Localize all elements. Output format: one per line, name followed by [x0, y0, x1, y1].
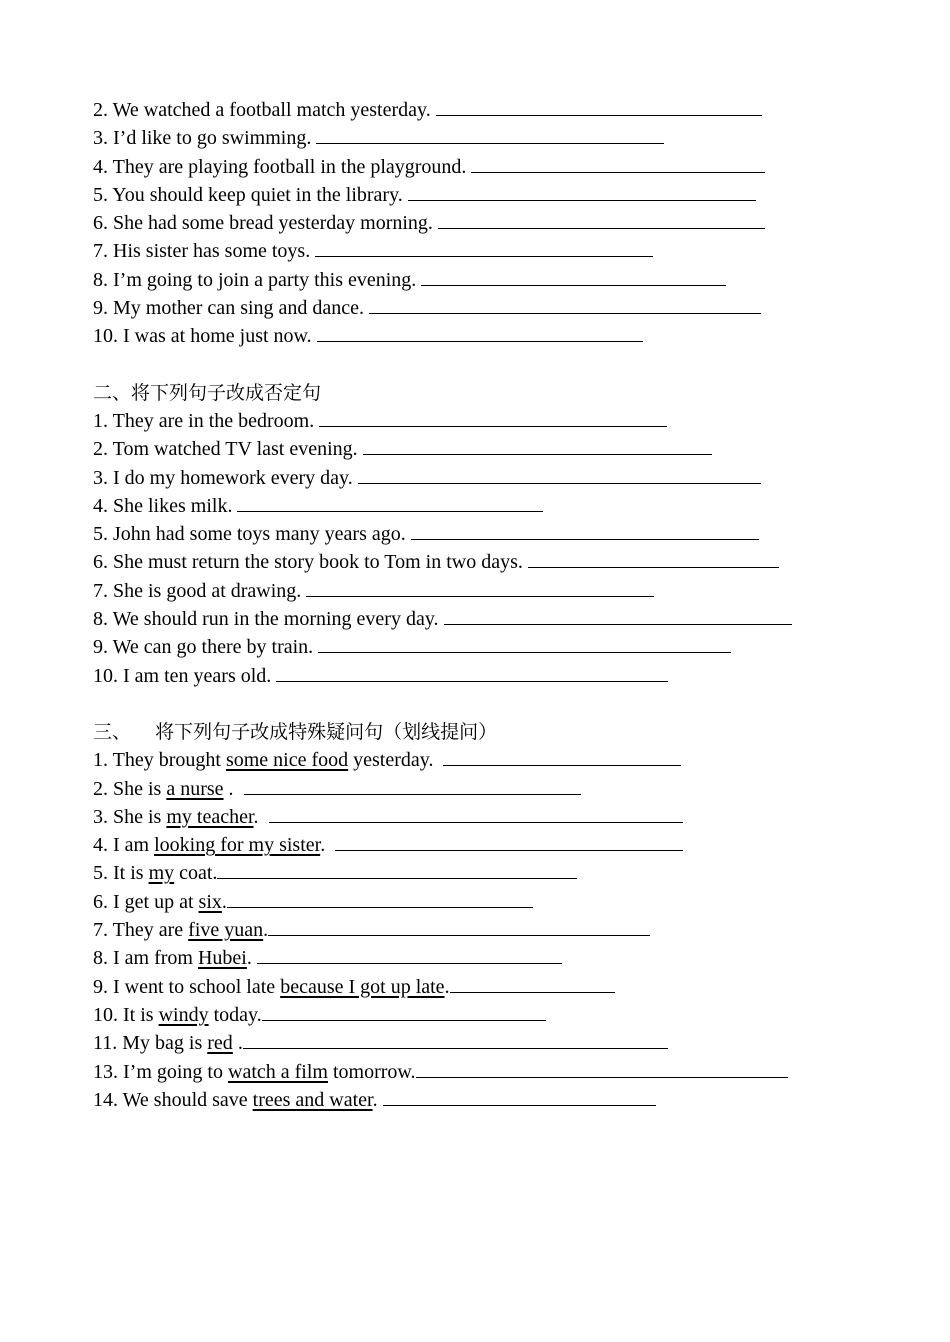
- exercise-item: [93, 492, 893, 520]
- section-heading: 二、将下列句子改成否定句: [93, 381, 322, 404]
- answer-blank[interactable]: [444, 606, 792, 625]
- answer-blank[interactable]: [269, 804, 683, 823]
- exercise-sentence: 3. I’d like to go swimming.: [93, 127, 317, 150]
- underlined-target: looking for my sister: [154, 834, 321, 857]
- underlined-target: a nurse: [166, 777, 224, 800]
- exercise-item: [93, 746, 893, 774]
- exercise-sentence: 1. They are in the bedroom.: [93, 409, 320, 432]
- exercise-sentence-end: .: [223, 777, 244, 800]
- exercise-sentence: 3. I do my homework every day.: [93, 466, 358, 489]
- exercise-sentence: 5. You should keep quiet in the library.: [93, 183, 408, 206]
- answer-blank[interactable]: [244, 776, 581, 795]
- exercise-sentence: 9. My mother can sing and dance.: [93, 297, 370, 320]
- exercise-sentence: 9. We can go there by train.: [93, 636, 319, 659]
- exercise-item: [93, 577, 893, 605]
- exercise-sentence-start: 7. They are: [93, 919, 189, 942]
- exercise-sentence-start: 1. They brought: [93, 749, 226, 772]
- exercise-item: [93, 944, 893, 972]
- exercise-item: [93, 1029, 893, 1057]
- exercise-item: [93, 237, 893, 265]
- underlined-target: Hubei: [197, 947, 247, 970]
- exercise-item: [93, 209, 893, 237]
- underlined-target: red: [207, 1032, 233, 1055]
- exercise-item: [93, 803, 893, 831]
- exercise-item: [93, 520, 893, 548]
- underlined-target: windy: [158, 1003, 209, 1026]
- exercise-sentence-end: yesterday.: [348, 749, 444, 772]
- answer-blank[interactable]: [450, 974, 615, 993]
- exercise-item: [93, 124, 893, 152]
- exercise-sentence-start: 13. I’m going to: [93, 1060, 228, 1083]
- exercise-item: [93, 548, 893, 576]
- exercise-sentence-end: .: [232, 1032, 243, 1055]
- section-rewrite-questions: [93, 96, 893, 351]
- exercise-sentence-start: 6. I get up at: [93, 890, 199, 913]
- exercise-sentence: 8. I’m going to join a party this evening.: [93, 268, 422, 291]
- section-heading: 三、 将下列句子改成特殊疑问句（划线提问）: [93, 720, 498, 743]
- exercise-sentence: 8. We should run in the morning every day.: [93, 608, 444, 631]
- exercise-sentence-end: tomorrow.: [327, 1060, 416, 1083]
- exercise-sentence-end: .: [263, 919, 269, 942]
- exercise-item: [93, 605, 893, 633]
- exercise-item: [93, 464, 893, 492]
- exercise-item: [93, 859, 893, 887]
- exercise-sentence-start: 5. It is: [93, 862, 149, 885]
- exercise-item: [93, 662, 893, 690]
- underlined-target: some nice food: [225, 749, 349, 772]
- answer-blank[interactable]: [268, 917, 650, 936]
- answer-blank[interactable]: [528, 549, 779, 568]
- underlined-target: because I got up late: [280, 975, 445, 998]
- underlined-target: my: [148, 862, 175, 885]
- exercise-item: [93, 888, 893, 916]
- exercise-item: [93, 916, 893, 944]
- worksheet-page: [93, 96, 893, 1114]
- exercise-sentence-end: today.: [208, 1003, 262, 1026]
- exercise-item: [93, 322, 893, 350]
- answer-blank[interactable]: [318, 634, 731, 653]
- answer-blank[interactable]: [227, 889, 533, 908]
- exercise-sentence: 10. I am ten years old.: [93, 664, 277, 687]
- answer-blank[interactable]: [421, 267, 726, 286]
- answer-blank[interactable]: [315, 238, 653, 257]
- answer-blank[interactable]: [237, 493, 543, 512]
- exercise-item: [93, 294, 893, 322]
- answer-blank[interactable]: [306, 578, 654, 597]
- section-negative-sentences: [93, 379, 893, 690]
- exercise-item: [93, 407, 893, 435]
- answer-blank[interactable]: [436, 97, 762, 116]
- answer-blank[interactable]: [257, 945, 562, 964]
- exercise-sentence-end: .: [253, 805, 269, 828]
- exercise-item: [93, 181, 893, 209]
- exercise-item: [93, 1086, 893, 1114]
- answer-blank[interactable]: [443, 747, 681, 766]
- underlined-target: six: [198, 890, 222, 913]
- exercise-sentence: 2. Tom watched TV last evening.: [93, 438, 363, 461]
- answer-blank[interactable]: [243, 1030, 668, 1049]
- exercise-sentence: 7. She is good at drawing.: [93, 579, 307, 602]
- answer-blank[interactable]: [383, 1087, 656, 1106]
- exercise-sentence-start: 8. I am from: [93, 947, 198, 970]
- exercise-item: [93, 973, 893, 1001]
- answer-blank[interactable]: [317, 323, 643, 342]
- answer-blank[interactable]: [316, 125, 664, 144]
- exercise-sentence-end: .: [372, 1088, 383, 1111]
- exercise-sentence: 6. She had some bread yesterday morning.: [93, 212, 438, 235]
- underlined-target: watch a film: [228, 1060, 328, 1083]
- exercise-item: [93, 1058, 893, 1086]
- answer-blank[interactable]: [335, 832, 683, 851]
- answer-blank[interactable]: [411, 521, 759, 540]
- exercise-sentence-end: .: [444, 975, 450, 998]
- answer-blank[interactable]: [471, 154, 765, 173]
- exercise-sentence-start: 4. I am: [93, 834, 155, 857]
- exercise-sentence: 2. We watched a football match yesterday.: [93, 99, 436, 121]
- exercise-sentence-end: coat.: [174, 862, 218, 885]
- exercise-sentence-start: 11. My bag is: [93, 1032, 208, 1055]
- exercise-sentence-start: 2. She is: [93, 777, 167, 800]
- exercise-sentence-end: .: [221, 890, 227, 913]
- exercise-item: [93, 266, 893, 294]
- answer-blank[interactable]: [276, 663, 668, 682]
- exercise-sentence: 10. I was at home just now.: [93, 325, 317, 348]
- exercise-sentence-start: 3. She is: [93, 805, 167, 828]
- exercise-item: [93, 633, 893, 661]
- answer-blank[interactable]: [217, 860, 577, 879]
- exercise-item: [93, 1001, 893, 1029]
- exercise-sentence-end: .: [246, 947, 257, 970]
- exercise-sentence-start: 14. We should save: [93, 1088, 253, 1111]
- exercise-sentence: 6. She must return the story book to Tom in two days.: [93, 551, 528, 574]
- exercise-sentence: 5. John had some toys many years ago.: [93, 523, 411, 546]
- exercise-sentence-end: .: [320, 834, 336, 857]
- answer-blank[interactable]: [363, 436, 712, 455]
- exercise-sentence: 7. His sister has some toys.: [93, 240, 316, 263]
- exercise-item: [93, 435, 893, 463]
- answer-blank[interactable]: [262, 1002, 546, 1021]
- exercise-item: [93, 153, 893, 181]
- answer-blank[interactable]: [369, 295, 761, 314]
- exercise-sentence: 4. She likes milk.: [93, 494, 238, 517]
- exercise-item: [93, 96, 893, 124]
- answer-blank[interactable]: [319, 408, 667, 427]
- answer-blank[interactable]: [408, 182, 756, 201]
- exercise-sentence: 4. They are playing football in the playground.: [93, 155, 472, 178]
- answer-blank[interactable]: [438, 210, 765, 229]
- underlined-target: five yuan: [188, 919, 264, 942]
- answer-blank[interactable]: [416, 1059, 788, 1078]
- exercise-sentence-start: 9. I went to school late: [93, 975, 281, 998]
- section-wh-questions: [93, 718, 893, 1114]
- underlined-target: my teacher: [166, 805, 254, 828]
- underlined-target: trees and water: [252, 1088, 373, 1111]
- exercise-item: [93, 775, 893, 803]
- exercise-item: [93, 831, 893, 859]
- answer-blank[interactable]: [358, 465, 761, 484]
- exercise-sentence-start: 10. It is: [93, 1003, 159, 1026]
